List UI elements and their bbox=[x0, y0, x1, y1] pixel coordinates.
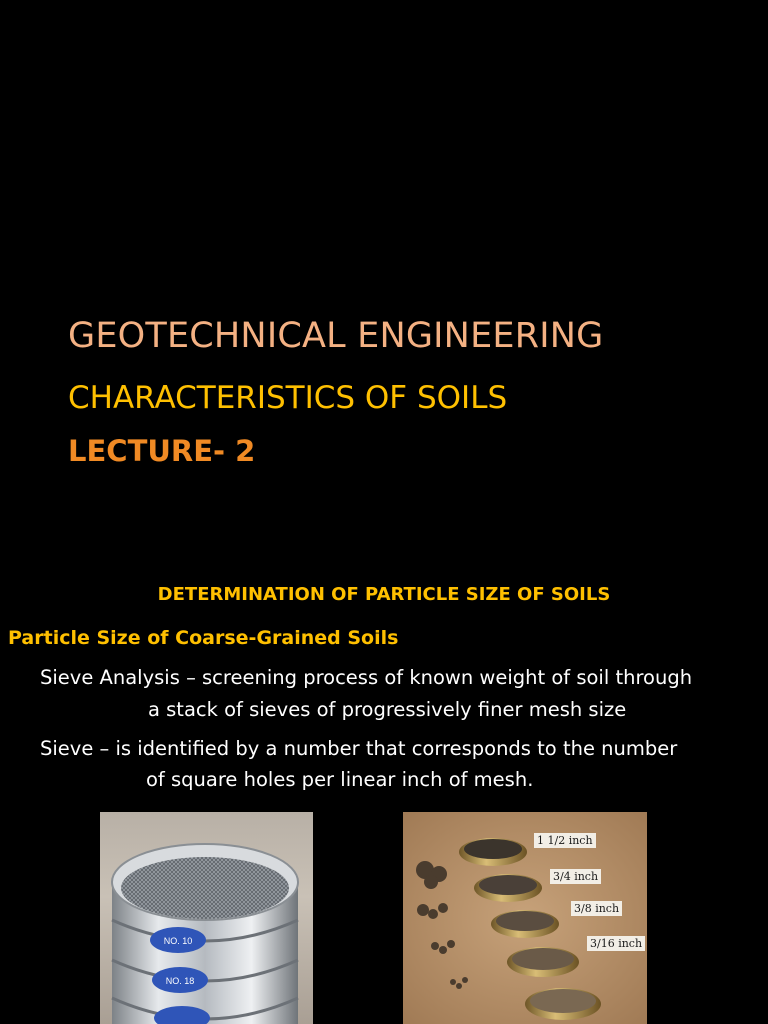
lecture-number: LECTURE- 2 bbox=[68, 434, 256, 468]
sieve-stack-photo bbox=[100, 812, 313, 1024]
size-label-1-1-2-inch: 1 1/2 inch bbox=[534, 833, 596, 848]
slide-title: GEOTECHNICAL ENGINEERING bbox=[68, 316, 604, 356]
sieve-definition-line-1: Sieve – is identified by a number that corresponds to the number bbox=[40, 737, 678, 760]
sieve-label-no10: NO. 10 bbox=[163, 936, 193, 946]
section-heading: DETERMINATION OF PARTICLE SIZE OF SOILS bbox=[157, 584, 611, 605]
sieve-label-no18: NO. 18 bbox=[165, 976, 195, 986]
sieve-analysis-definition-line-1: Sieve Analysis – screening process of known weight of soil through bbox=[40, 666, 693, 689]
sieve-definition-line-2: of square holes per linear inch of mesh. bbox=[146, 768, 534, 791]
slide-subtitle: CHARACTERISTICS OF SOILS bbox=[68, 380, 508, 416]
sub-heading: Particle Size of Coarse-Grained Soils bbox=[8, 627, 399, 649]
sieve-sizes-photo bbox=[403, 812, 647, 1024]
size-label-3-16-inch: 3/16 inch bbox=[587, 936, 645, 951]
size-label-3-4-inch: 3/4 inch bbox=[550, 869, 601, 884]
sieve-analysis-definition-line-2: a stack of sieves of progressively finer mesh size bbox=[148, 698, 627, 721]
size-label-3-8-inch: 3/8 inch bbox=[571, 901, 622, 916]
